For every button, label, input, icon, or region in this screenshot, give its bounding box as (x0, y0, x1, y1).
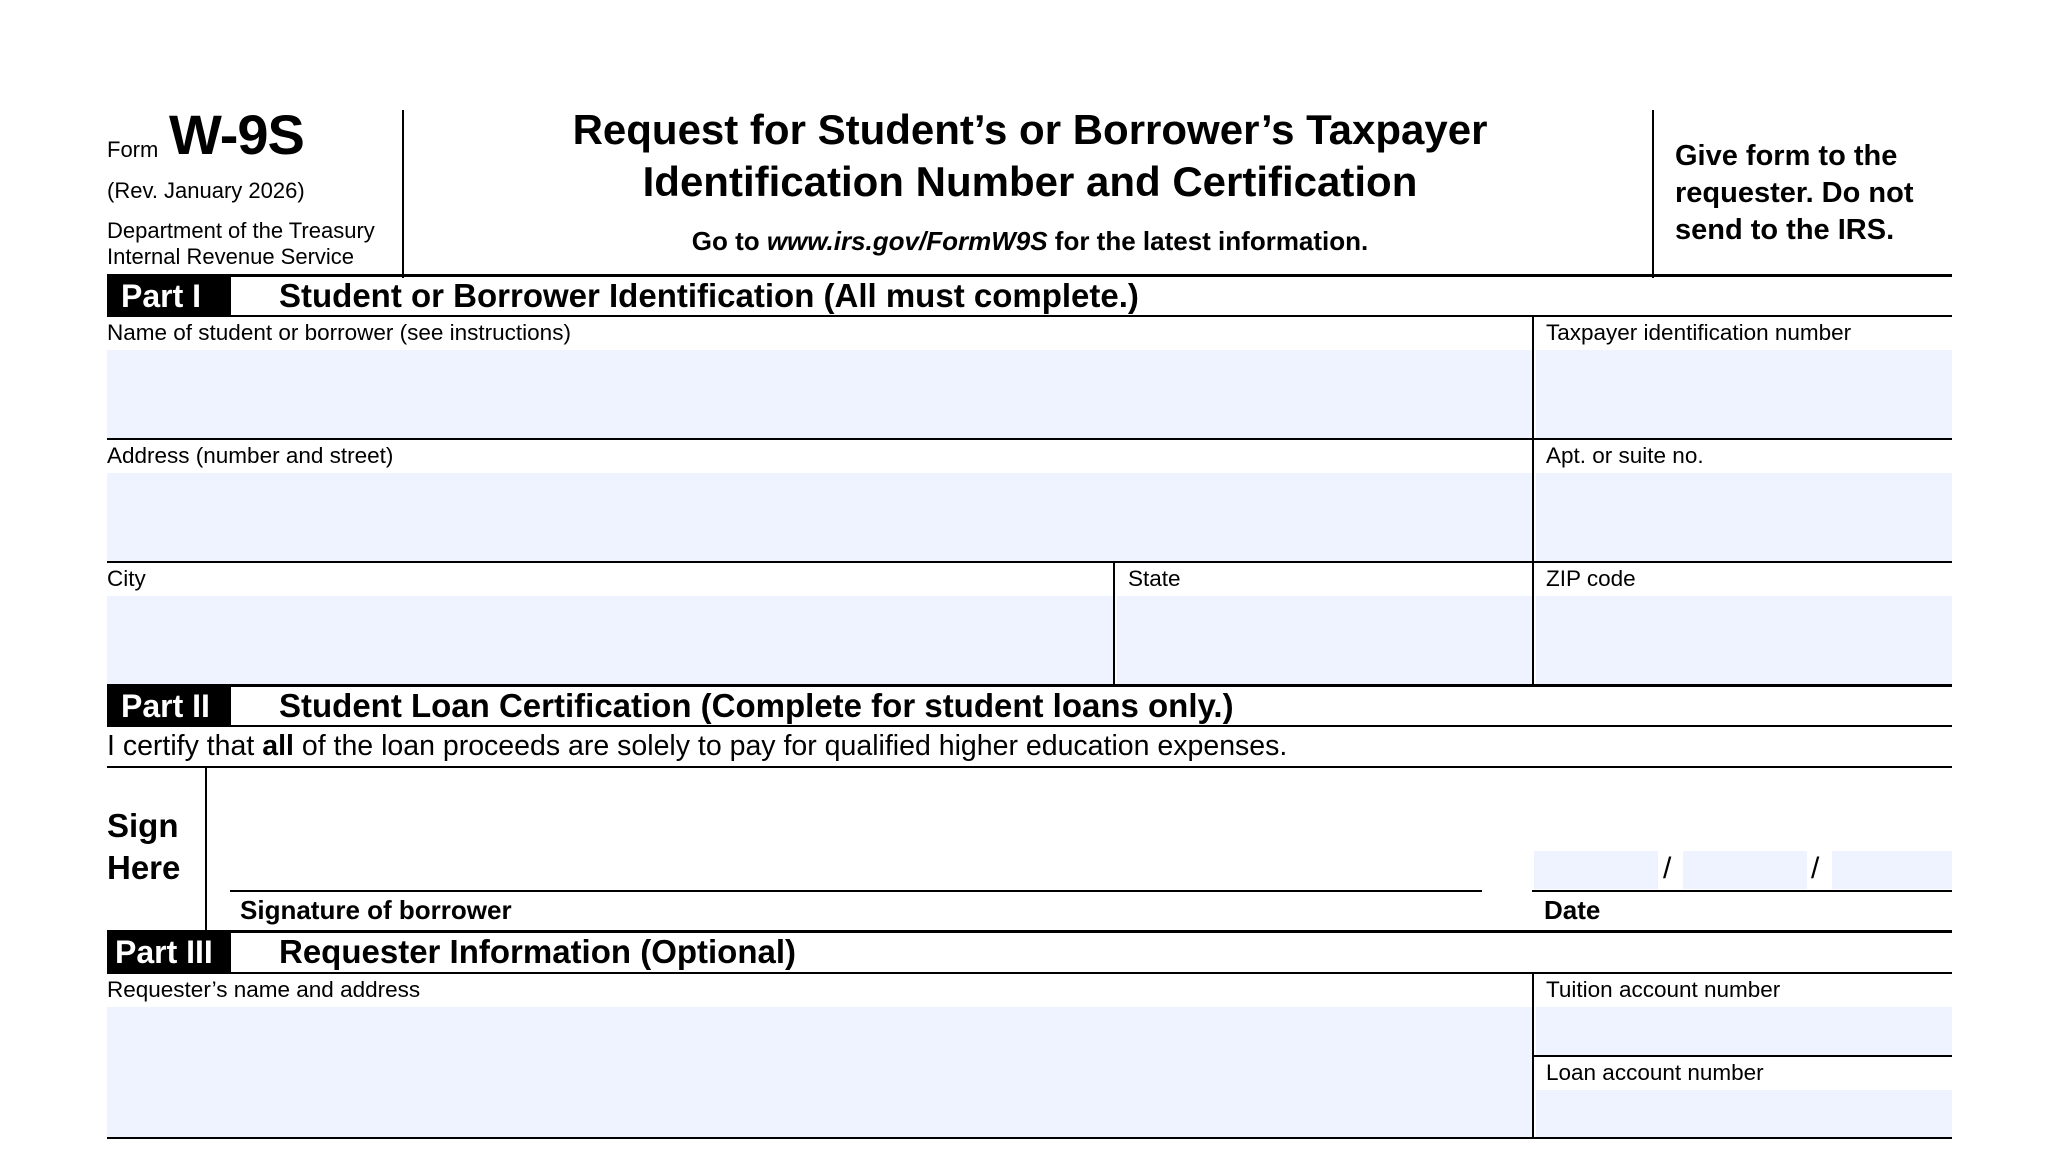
address-field[interactable] (107, 473, 1532, 561)
requester-label: Requester’s name and address (107, 977, 421, 1002)
state-field[interactable] (1117, 596, 1532, 684)
give-form-note (1675, 138, 1914, 249)
tin-label: Taxpayer identification number (1546, 320, 1852, 345)
give-line2: requester. Do not (1675, 177, 1914, 209)
tuition-label: Tuition account number (1546, 977, 1781, 1002)
date-year-field[interactable] (1832, 851, 1952, 889)
part2-title: Student Loan Certification (Complete for student loans only.) (279, 687, 1234, 724)
header-divider-left (402, 110, 404, 278)
tuition-rule (1532, 1055, 1952, 1057)
cert-prefix: I certify that (107, 730, 263, 762)
part3-title-rule (107, 972, 1952, 974)
part2-tag: Part II (107, 686, 231, 726)
tin-field[interactable] (1536, 350, 1952, 438)
date-separator-1: / (1663, 852, 1672, 885)
dept-treasury: Department of the Treasury (107, 218, 375, 243)
city-state-divider (1113, 561, 1115, 685)
form-title-block (406, 100, 1654, 270)
form-bottom-rule (107, 1137, 1952, 1139)
name-field[interactable] (107, 350, 1532, 438)
zip-label: ZIP code (1546, 566, 1636, 591)
part1-title-rule (107, 315, 1952, 317)
part1-title: Student or Borrower Identification (All must complete.) (279, 277, 1139, 314)
part3-tag: Part III (107, 932, 231, 972)
apt-label: Apt. or suite no. (1546, 443, 1704, 468)
date-line (1532, 890, 1952, 892)
form-title-line2: Identification Number and Certification (642, 158, 1418, 205)
part1-tag: Part I (107, 276, 231, 316)
zip-field[interactable] (1536, 596, 1952, 684)
goto-suffix: for the latest information. (1047, 226, 1369, 256)
date-month-field[interactable] (1534, 851, 1658, 889)
sign-here-label (107, 805, 180, 889)
goto-line (406, 226, 1654, 257)
irs-url-link[interactable]: www.irs.gov/FormW9S (766, 226, 1048, 256)
row2-rule (107, 561, 1952, 563)
name-label: Name of student or borrower (see instructions) (107, 320, 571, 345)
sign-word: Sign (107, 807, 179, 844)
goto-prefix: Go to (691, 226, 767, 256)
date-label: Date (1544, 895, 1601, 925)
cert-bold: all (262, 730, 294, 762)
city-field[interactable] (107, 596, 1113, 684)
signature-area[interactable] (230, 770, 1482, 890)
form-id-block (107, 100, 407, 270)
form-number: W-9S (169, 103, 304, 166)
sign-divider (205, 768, 207, 930)
signature-line (230, 890, 1482, 892)
part3-title: Requester Information (Optional) (279, 933, 797, 970)
cert-suffix: of the loan proceeds are solely to pay for qualified higher education expenses. (293, 730, 1288, 762)
give-line3: send to the IRS. (1675, 214, 1895, 246)
part1-col-divider (1532, 315, 1534, 685)
date-separator-2: / (1811, 852, 1820, 885)
dept-irs: Internal Revenue Service (107, 244, 355, 269)
header-divider-right (1652, 110, 1654, 278)
signature-label: Signature of borrower (240, 895, 512, 925)
part2-title-rule (107, 725, 1952, 727)
part3-col-divider (1532, 972, 1534, 1138)
give-line1: Give form to the (1675, 140, 1898, 172)
apt-field[interactable] (1536, 473, 1952, 561)
city-label: City (107, 566, 146, 591)
loan-label: Loan account number (1546, 1060, 1764, 1085)
cert-rule (107, 766, 1952, 768)
form-revision: (Rev. January 2026) (107, 178, 305, 203)
form-title-line1: Request for Student’s or Borrower’s Taxpayer (572, 106, 1488, 153)
date-day-field[interactable] (1683, 851, 1807, 889)
certification-text (107, 730, 1287, 763)
here-word: Here (107, 849, 181, 886)
state-label: State (1128, 566, 1181, 591)
requester-field[interactable] (107, 1007, 1532, 1137)
address-label: Address (number and street) (107, 443, 394, 468)
form-word: Form (107, 137, 159, 162)
loan-field[interactable] (1536, 1090, 1952, 1137)
tuition-field[interactable] (1536, 1007, 1952, 1055)
row1-rule (107, 438, 1952, 440)
